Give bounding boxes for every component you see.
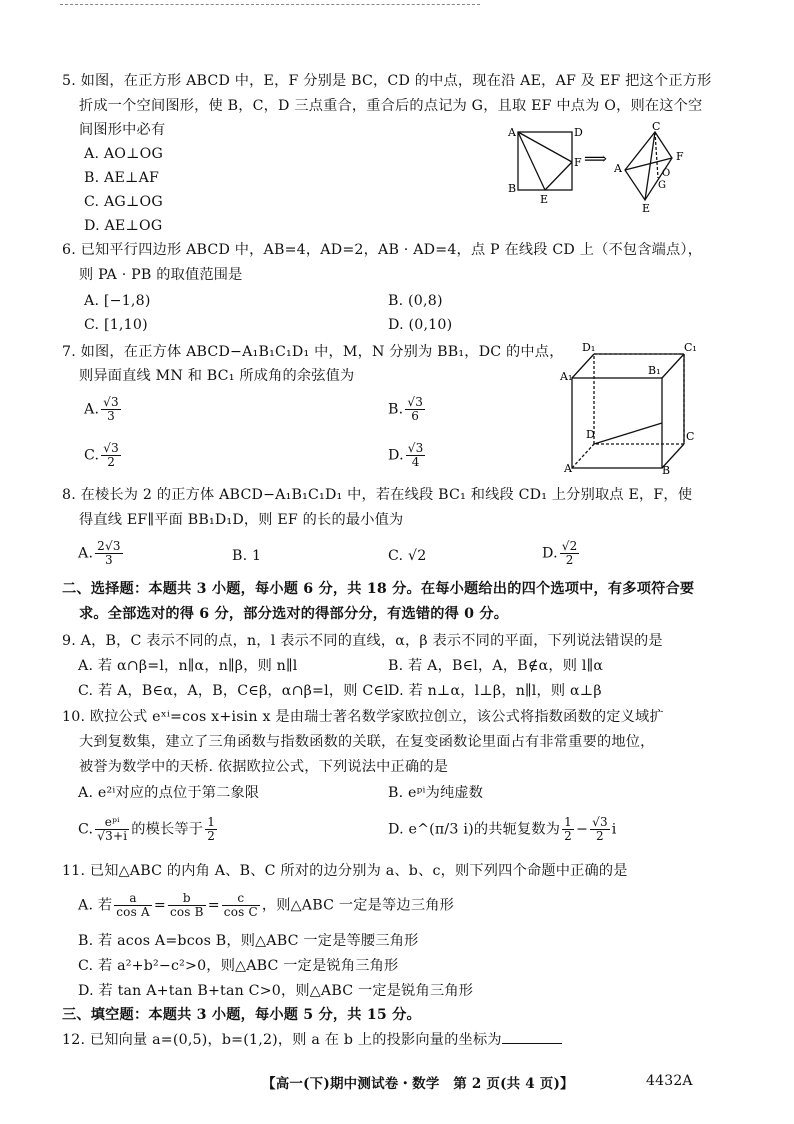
q8-option-c: C. √2 — [388, 548, 427, 564]
section2-heading-line1: 二、选择题：本题共 3 小题，每小题 6 分，共 18 分。在每小题给出的四个选项中，有多项符合要 — [62, 581, 695, 597]
q11-line1: 11. 已知△ABC 的内角 A、B、C 所对的边分别为 a、b、c，则下列四个命题中正确的是 — [62, 863, 628, 879]
q5-fig-label: C — [652, 120, 661, 133]
section3-heading: 三、填空题：本题共 3 小题，每小题 5 分，共 15 分。 — [62, 1007, 421, 1023]
q5-fig-label: F — [574, 156, 582, 169]
q11-option-c: C. 若 a²+b²−c²>0，则△ABC 一定是锐角三角形 — [78, 958, 399, 974]
q5-fig-label: E — [642, 202, 651, 215]
q7-fig-label: C — [686, 430, 695, 443]
q5-fig-label: G — [658, 180, 666, 191]
q9-option-b: B. 若 A，B∈l，A，B∉α，则 l∥α — [388, 658, 604, 674]
q7-cube-figure — [558, 340, 708, 476]
q6-option-a: A. [−1,8) — [84, 293, 151, 309]
q10-option-d: D. e^(π/3 i)的共轭复数为 $\frac{1}{2}$ − $\frac{√3}{2}$ i — [388, 815, 617, 843]
q12-line: 12. 已知向量 a=(0,5)，b=(1,2)，则 a 在 b 上的投影向量的坐标为 — [62, 1031, 562, 1049]
q6-option-b: B. (0,8) — [388, 293, 443, 309]
q5-fig-label: A — [614, 162, 622, 175]
page-footer: 【高一(下)期中测试卷・数学 第 2 页(共 4 页)】 — [262, 1076, 574, 1092]
q11-option-b: B. 若 acos A=bcos B，则△ABC 一定是等腰三角形 — [78, 933, 419, 949]
q5-option-a: A. AO⊥OG — [84, 146, 164, 162]
q6-line1: 6. 已知平行四边形 ABCD 中，AB=4，AD=2，AB · AD=4，点 P 在线段 CD 上（不包含端点）， — [62, 242, 703, 258]
top-edge-dashes — [60, 0, 480, 5]
q7-fig-label: A — [564, 462, 572, 475]
q7-fig-label: A₁ — [560, 370, 573, 383]
q6-option-d: D. (0,10) — [388, 317, 453, 333]
q9-line1: 9. A，B，C 表示不同的点，n，l 表示不同的直线，α，β 表示不同的平面，下列说法错误的是 — [62, 633, 663, 649]
q7-fig-label: B₁ — [648, 364, 661, 377]
q7-option-c: C. $\frac{√3}{2}$ — [84, 441, 119, 469]
q7-option-a: A. $\frac{√3}{3}$ — [84, 395, 119, 423]
q12-answer-blank[interactable] — [502, 1031, 562, 1044]
q5-option-b: B. AE⊥AF — [84, 170, 160, 186]
q9-option-c: C. 若 A，B∈α，A，B，C∈β，α∩β=l，则 C∈l — [78, 683, 389, 699]
q7-line2: 则异面直线 MN 和 BC₁ 所成角的余弦值为 — [79, 368, 355, 384]
q5-line2: 折成一个空间图形，使 B，C，D 三点重合，重合后的点记为 G，且取 EF 中点为 O，则在这个空 — [79, 98, 703, 114]
q9-option-a: A. 若 α∩β=l，n∥α，n∥β，则 n∥l — [78, 658, 298, 674]
q11-option-d: D. 若 tan A+tan B+tan C>0，则△ABC 一定是锐角三角形 — [78, 983, 474, 999]
q5-fig-label: O — [662, 168, 671, 179]
q11-option-a: A. 若 $\frac{a}{\text{cos A}}$ = $\frac{b}{\text{cos B}}$ = $\frac{c}{\text{cos C}}$ ，则△ABC 一定是等边三角形 — [78, 891, 454, 919]
q6-option-c: C. [1,10) — [84, 317, 148, 333]
paper-code: 4432A — [646, 1073, 693, 1089]
q10-option-a: A. e²ⁱ对应的点位于第二象限 — [78, 785, 260, 801]
q8-option-a: A. $\frac{2√3}{3}$ — [78, 539, 121, 567]
q5-fig-label: E — [540, 193, 549, 206]
q5-fig-label: A — [508, 126, 516, 139]
q5-folding-figure — [500, 120, 700, 215]
q6-line2: 则 PA · PB 的取值范围是 — [79, 267, 243, 283]
q7-fig-label: D — [586, 428, 595, 441]
q10-line1: 10. 欧拉公式 eˣⁱ=cos x+isin x 是由瑞士著名数学家欧拉创立，该公式将指数函数的定义域扩 — [62, 709, 664, 725]
q5-fig-label: F — [676, 150, 684, 163]
q5-option-d: D. AE⊥OG — [84, 218, 163, 234]
q7-option-b: B. $\frac{√3}{6}$ — [388, 395, 424, 423]
q5-fold-arrow: ⟹ — [584, 149, 607, 168]
q7-fig-label: B — [662, 464, 671, 476]
q8-option-b: B. 1 — [232, 548, 262, 564]
q10-option-c: C. $\frac{\text{eᵖⁱ}}{√3+i}$ 的模长等于 $\frac{1}{2}$ — [78, 815, 216, 843]
q10-line3: 被誉为数学中的天桥. 依据欧拉公式，下列说法中正确的是 — [79, 759, 449, 775]
q8-line2: 得直线 EF∥平面 BB₁D₁D，则 EF 的长的最小值为 — [79, 512, 404, 528]
q7-fig-label: C₁ — [684, 341, 697, 354]
q7-fig-label: D₁ — [582, 341, 596, 354]
q9-option-d: D. 若 n⊥α，l⊥β，n∥l，则 α⊥β — [388, 683, 602, 699]
section2-heading-line2: 求。全部选对的得 6 分，部分选对的得部分分，有选错的得 0 分。 — [79, 606, 509, 622]
q10-line2: 大到复数集，建立了三角函数与指数函数的关联，在复变函数论里面占有非常重要的地位， — [79, 734, 655, 750]
q10-option-b: B. eᵖⁱ为纯虚数 — [388, 785, 484, 801]
q5-line3: 间图形中必有 — [79, 122, 166, 138]
q5-line1: 5. 如图，在正方形 ABCD 中，E，F 分别是 BC，CD 的中点，现在沿 AE，AF 及 EF 把这个正方形 — [62, 73, 712, 89]
q5-fig-label: D — [574, 126, 583, 139]
q8-line1: 8. 在棱长为 2 的正方体 ABCD−A₁B₁C₁D₁ 中，若在线段 BC₁ 和线段 CD₁ 上分别取点 E，F，使 — [62, 487, 693, 503]
q7-option-d: D. $\frac{√3}{4}$ — [388, 441, 424, 469]
q7-line1: 7. 如图，在正方体 ABCD−A₁B₁C₁D₁ 中，M，N 分别为 BB₁，DC 的中点， — [62, 344, 564, 360]
q5-option-c: C. AG⊥OG — [84, 194, 163, 210]
q8-option-d: D. $\frac{√2}{2}$ — [542, 539, 578, 567]
q5-fig-label: B — [508, 182, 517, 195]
